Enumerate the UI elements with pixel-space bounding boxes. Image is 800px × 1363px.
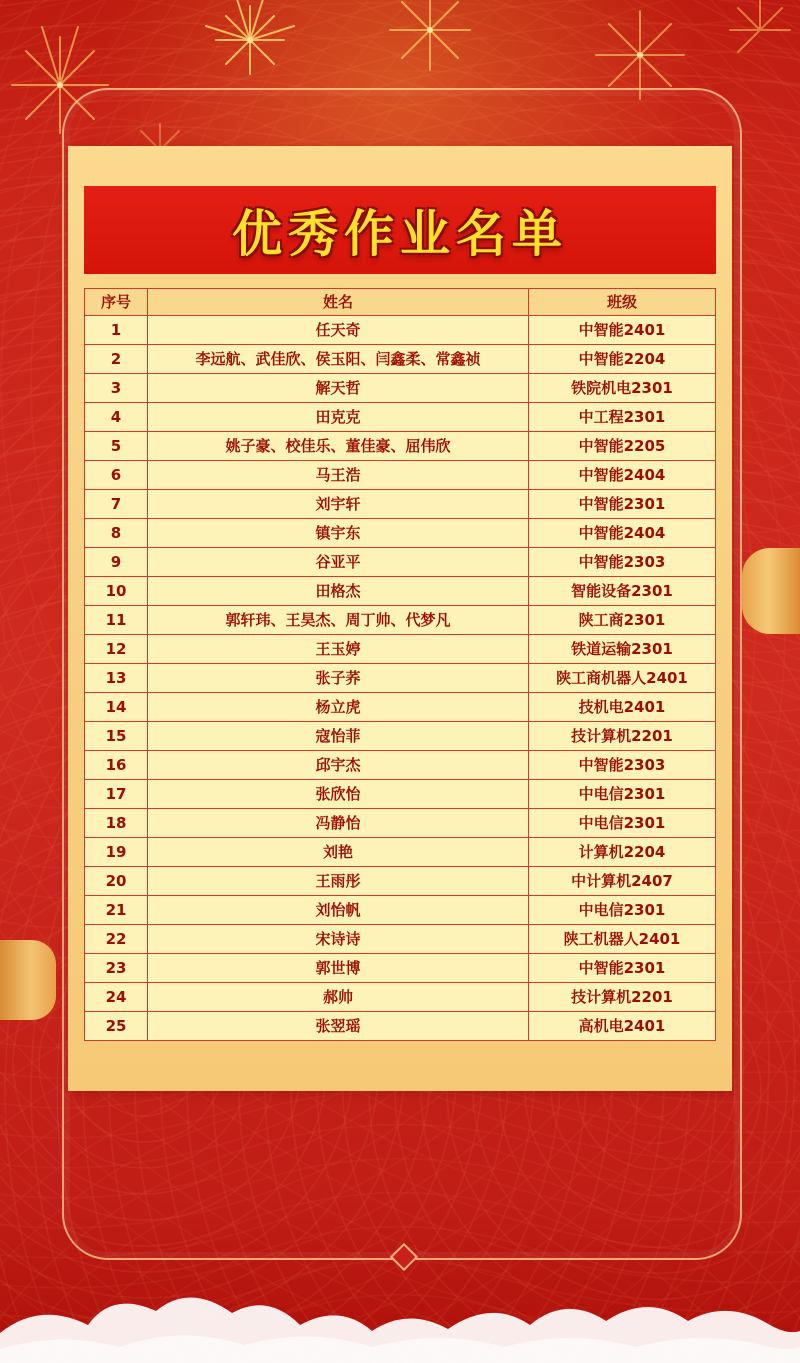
cloud-decoration <box>0 1273 800 1363</box>
cell-index: 13 <box>85 664 148 693</box>
cell-class: 中智能2204 <box>529 345 716 374</box>
cell-class: 高机电2401 <box>529 1012 716 1041</box>
table-row <box>85 490 716 519</box>
table-row <box>85 316 716 345</box>
title-banner <box>84 186 716 274</box>
cell-index: 5 <box>85 432 148 461</box>
table-row <box>85 867 716 896</box>
gold-tab-right <box>742 548 800 634</box>
table-body <box>85 316 716 1041</box>
table-row <box>85 519 716 548</box>
cell-name: 田克克 <box>148 403 529 432</box>
cell-class: 中智能2303 <box>529 751 716 780</box>
table-row <box>85 838 716 867</box>
frame-diamond-icon <box>390 1243 418 1271</box>
cell-name: 王雨彤 <box>148 867 529 896</box>
table-row <box>85 432 716 461</box>
table-header-row <box>85 289 716 316</box>
cell-class: 陕工商机器人2401 <box>529 664 716 693</box>
cell-index: 1 <box>85 316 148 345</box>
cell-class: 中电信2301 <box>529 896 716 925</box>
cell-index: 22 <box>85 925 148 954</box>
table-row <box>85 1012 716 1041</box>
column-header-index: 序号 <box>85 289 148 316</box>
cell-name: 田格杰 <box>148 577 529 606</box>
cell-index: 23 <box>85 954 148 983</box>
cell-name: 张翌瑶 <box>148 1012 529 1041</box>
cell-class: 中智能2301 <box>529 490 716 519</box>
table-row <box>85 577 716 606</box>
table-row <box>85 780 716 809</box>
table-row <box>85 548 716 577</box>
cell-name: 邱宇杰 <box>148 751 529 780</box>
cell-index: 7 <box>85 490 148 519</box>
table-row <box>85 374 716 403</box>
cell-name: 寇怡菲 <box>148 722 529 751</box>
cell-index: 15 <box>85 722 148 751</box>
table-header <box>85 289 716 316</box>
table-row <box>85 664 716 693</box>
table-row <box>85 693 716 722</box>
cell-class: 计算机2204 <box>529 838 716 867</box>
cell-index: 19 <box>85 838 148 867</box>
cell-name: 张欣怡 <box>148 780 529 809</box>
table-row <box>85 606 716 635</box>
cell-name: 宋诗诗 <box>148 925 529 954</box>
cell-index: 8 <box>85 519 148 548</box>
cell-index: 14 <box>85 693 148 722</box>
cell-index: 20 <box>85 867 148 896</box>
cell-class: 陕工商2301 <box>529 606 716 635</box>
cell-index: 10 <box>85 577 148 606</box>
column-header-class: 班级 <box>529 289 716 316</box>
cell-class: 中智能2404 <box>529 461 716 490</box>
cell-name: 姚子豪、校佳乐、董佳豪、屈伟欣 <box>148 432 529 461</box>
table-row <box>85 809 716 838</box>
cell-name: 解天哲 <box>148 374 529 403</box>
cell-name: 李远航、武佳欣、侯玉阳、闫鑫柔、常鑫祯 <box>148 345 529 374</box>
cell-index: 21 <box>85 896 148 925</box>
cell-name: 王玉婷 <box>148 635 529 664</box>
table-row <box>85 751 716 780</box>
table-row <box>85 345 716 374</box>
cell-class: 中电信2301 <box>529 809 716 838</box>
gold-tab-left <box>0 940 56 1020</box>
cell-class: 中智能2303 <box>529 548 716 577</box>
cell-class: 技计算机2201 <box>529 983 716 1012</box>
cell-class: 中智能2404 <box>529 519 716 548</box>
cell-class: 铁院机电2301 <box>529 374 716 403</box>
cell-name: 郭世博 <box>148 954 529 983</box>
table-row <box>85 722 716 751</box>
cell-name: 郝帅 <box>148 983 529 1012</box>
cell-name: 马王浩 <box>148 461 529 490</box>
cell-class: 中智能2205 <box>529 432 716 461</box>
column-header-name: 姓名 <box>148 289 529 316</box>
cell-index: 17 <box>85 780 148 809</box>
cell-index: 12 <box>85 635 148 664</box>
name-list-table-wrapper <box>84 288 716 1041</box>
cell-name: 郭轩玮、王昊杰、周丁帅、代梦凡 <box>148 606 529 635</box>
name-list-table <box>84 288 716 1041</box>
content-card <box>68 146 732 1091</box>
table-row <box>85 403 716 432</box>
cell-index: 11 <box>85 606 148 635</box>
table-row <box>85 954 716 983</box>
cell-name: 刘怡帆 <box>148 896 529 925</box>
table-row <box>85 635 716 664</box>
cell-class: 中计算机2407 <box>529 867 716 896</box>
cell-name: 张子荞 <box>148 664 529 693</box>
cell-class: 技计算机2201 <box>529 722 716 751</box>
cell-index: 4 <box>85 403 148 432</box>
cell-class: 技机电2401 <box>529 693 716 722</box>
cell-class: 中电信2301 <box>529 780 716 809</box>
cell-index: 9 <box>85 548 148 577</box>
cell-index: 25 <box>85 1012 148 1041</box>
cell-name: 刘艳 <box>148 838 529 867</box>
cell-class: 陕工机器人2401 <box>529 925 716 954</box>
cell-index: 16 <box>85 751 148 780</box>
cell-class: 中工程2301 <box>529 403 716 432</box>
cell-name: 任天奇 <box>148 316 529 345</box>
table-row <box>85 983 716 1012</box>
cell-index: 18 <box>85 809 148 838</box>
cell-index: 24 <box>85 983 148 1012</box>
table-row <box>85 925 716 954</box>
cell-class: 智能设备2301 <box>529 577 716 606</box>
cell-name: 刘宇轩 <box>148 490 529 519</box>
cell-name: 冯静怡 <box>148 809 529 838</box>
cell-index: 3 <box>85 374 148 403</box>
cell-index: 2 <box>85 345 148 374</box>
cell-index: 6 <box>85 461 148 490</box>
cell-name: 谷亚平 <box>148 548 529 577</box>
cell-name: 杨立虎 <box>148 693 529 722</box>
table-row <box>85 461 716 490</box>
cell-class: 铁道运输2301 <box>529 635 716 664</box>
cell-class: 中智能2401 <box>529 316 716 345</box>
table-row <box>85 896 716 925</box>
page-title: 优秀作业名单 <box>232 205 568 263</box>
cell-name: 镇宇东 <box>148 519 529 548</box>
cell-class: 中智能2301 <box>529 954 716 983</box>
